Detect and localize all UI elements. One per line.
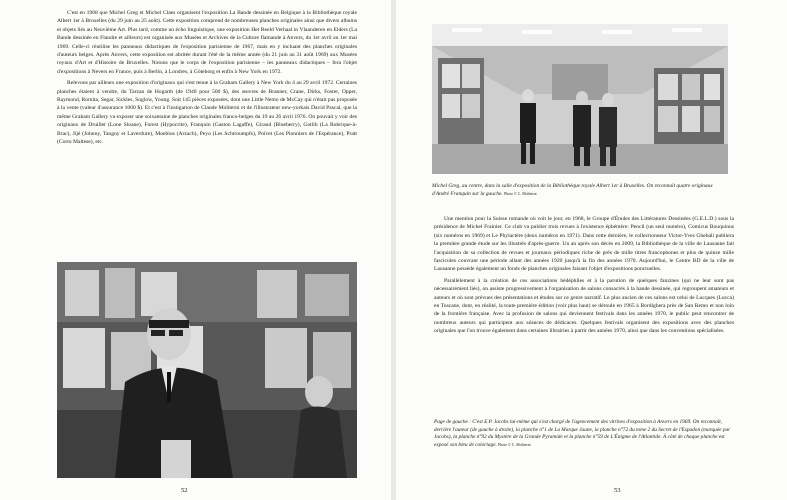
left-page — [0, 0, 391, 500]
greg-photo-caption — [432, 183, 728, 198]
jacobs-photo-credit: Photo © C. Moliterni — [498, 442, 531, 447]
right-page-body — [434, 215, 734, 336]
greg-photo-credit: Photo © C. Moliterni — [504, 191, 537, 196]
left-paragraph-1: C'est en 1968 que Michel Greg et Michel Claes organisent l'exposition La Bande dessinée en Belgique à la Bibliothèque royale Albert 1er à Bruxelles (du 29 juin au 25 août). Cette exposition comprend de nombreuses planches originales ainsi que divers albums et objets liés au Neuvième Art. Plus tard, comme un écho linguistique, une exposition Het Beeld Verhaal in Vlaanderen en Elders (La Bande dessinée en Flandre et ailleurs) est organisée aux Musées et Archives de la Culture flamande à Anvers, du 1er avril au 1er mai 1969. Celle-ci réutilise les panneaux didactiques de l'exposition parisienne de 1967, mais en y incluant des planches originales d'auteurs belges. Après Anvers, cette exposition est abritée durant l'été de la même année (du 21 juin au 31 août 1969) aux Musées royaux d'Art et d'Histoire de Bruxelles. Notons que le corps de l'exposition parisienne – les panneaux didactiques – fera l'objet d'expositions à Nevers en France, puis à Berlin, à Londres, à Göteborg et enfin à New York en 1972. — [57, 10, 357, 75]
right-page — [396, 0, 787, 500]
right-paragraph-1: Une mention pour la Suisse romande où voit le jour, en 1968, le Groupe d'Études des Littératures Dessinées (G.E.L.D.) sous la présidence de Michel Frainier. Ce club va publier trois revues à l'existence éphémère: Pencil (un seul numéro), Comicus Bouquinus (six numéros en 1969) et Le Phylactère (deux numéros en 1971). Dans cette dernière, le collectionneur Victor-Yves Ghebali publiera la première grande étude sur les illustrés d'après-guerre. Un an après son décès en 2009, la Bibliothèque de la ville de Lausanne fait l'acquisition de sa collection de revues et journaux périodiques riche de près de mille titres francophones et plus de quinze mille fascicules couvrant une période allant des années 1920 jusqu'à la fin des années 1970. Aujourd'hui, le Centre BD de la ville de Lausanne possède également un fonds de planches originales faisant l'objet d'expositions ponctuelles. — [434, 216, 734, 273]
greg-exhibition-photo — [432, 24, 728, 174]
left-page-body — [57, 9, 357, 147]
right-paragraph-2: Parallèlement à la création de ces associations bédéphiles et à la parution de quelques fanzines (qui ne leur sont pas nécessairement liés), on assiste progressivement à l'organisation de salons consacrés à la bande dessinée, qui regroupent amateurs et auteurs et où sont prévues des présentations et études sur ce genre narratif. Le plus ancien de ces salons est celui de Lucques (Lucca) en Toscane, dont, en réalité, la toute première édition (voir plus haut) se déroule en 1965 à Bordighera près de San Remo et non loin de la frontière française. Avec la profusion de salons qui deviennent festivals dans les années 1970, le public peut rencontrer de nombreux auteurs qui participent aux séances de dédicaces. Quelques festivals organisent des expositions avec des planches originales que l'on trouve également dans certaines librairies à partir des années 1970, ainsi que dans les conventions spécialisées. — [434, 277, 734, 335]
jacobs-photo-caption-text: Page de gauche : C'est E.P. Jacobs lui-même qui s'est chargé de l'agencement des vitrines d'exposition à Anvers en 1969. On reconnaît, derrière l'auteur (de gauche à droite), la planche n°1 de La Marque Jaune, la planche n°72 du tome 2 du Secret de l'Espadon (marquée par Jacobs), la planche n°92 du Mystère de la Grande Pyramide et la planche n°59 de L'Énigme de l'Atlantide. À côté de chaque planche est exposé son bleu de coloriage. — [434, 419, 731, 448]
right-page-number: 53 — [614, 487, 621, 494]
left-paragraph-2: Relevons par ailleurs une exposition d'originaux qui s'est tenue à la Graham Gallery à New York du 4 au 29 avril 1972. Certaines planches étaient à vendre, du Tarzan de Hogarth (de 1948 pour 500 $), des œuvres de Branner, Crane, Dirks, Foster, Opper, Raymond, Romita, Segar, Sickles, Soglow, Young. Soit 145 pièces exposées, dont une Little Nemo de McCay qui n'était pas proposée à la vente (valeur d'assurance 1000 $). Et c'est à l'instigation de Claude Moliterni et de l'illustrateur new-yorkais David Pascal, que la même Graham Gallery va exposer une soixantaine de planches originales franco-belges du 19 au 26 avril 1976. On pouvait y voir des originaux de Druillet (Lone Sloane), Forest (Hypocrite), Franquin (Gaston Lagaffe), Giraud (Blueberry), Gotlib (La Rubrique-à-Brac), Jijé (Johnny, Tanguy et Laverdure), Moebius (Arzach), Peyo (Les Schtroumpfs), Poïvet (Les Pionniers de l'Espérance), Pratt (Corto Maltese), etc. — [57, 80, 357, 146]
greg-photo-caption-text: Michel Greg, au centre, dans la salle d'exposition de la Bibliothèque royale Albert 1er à Bruxelles. On reconnaît quatre originaux d'André Franquin sur la gauche. — [432, 183, 713, 197]
greg-exhibition-photo-image — [432, 24, 728, 174]
left-page-number: 52 — [181, 487, 188, 494]
jacobs-exhibition-photo-image — [57, 262, 357, 478]
jacobs-exhibition-photo — [57, 262, 357, 478]
jacobs-photo-caption — [434, 419, 734, 449]
